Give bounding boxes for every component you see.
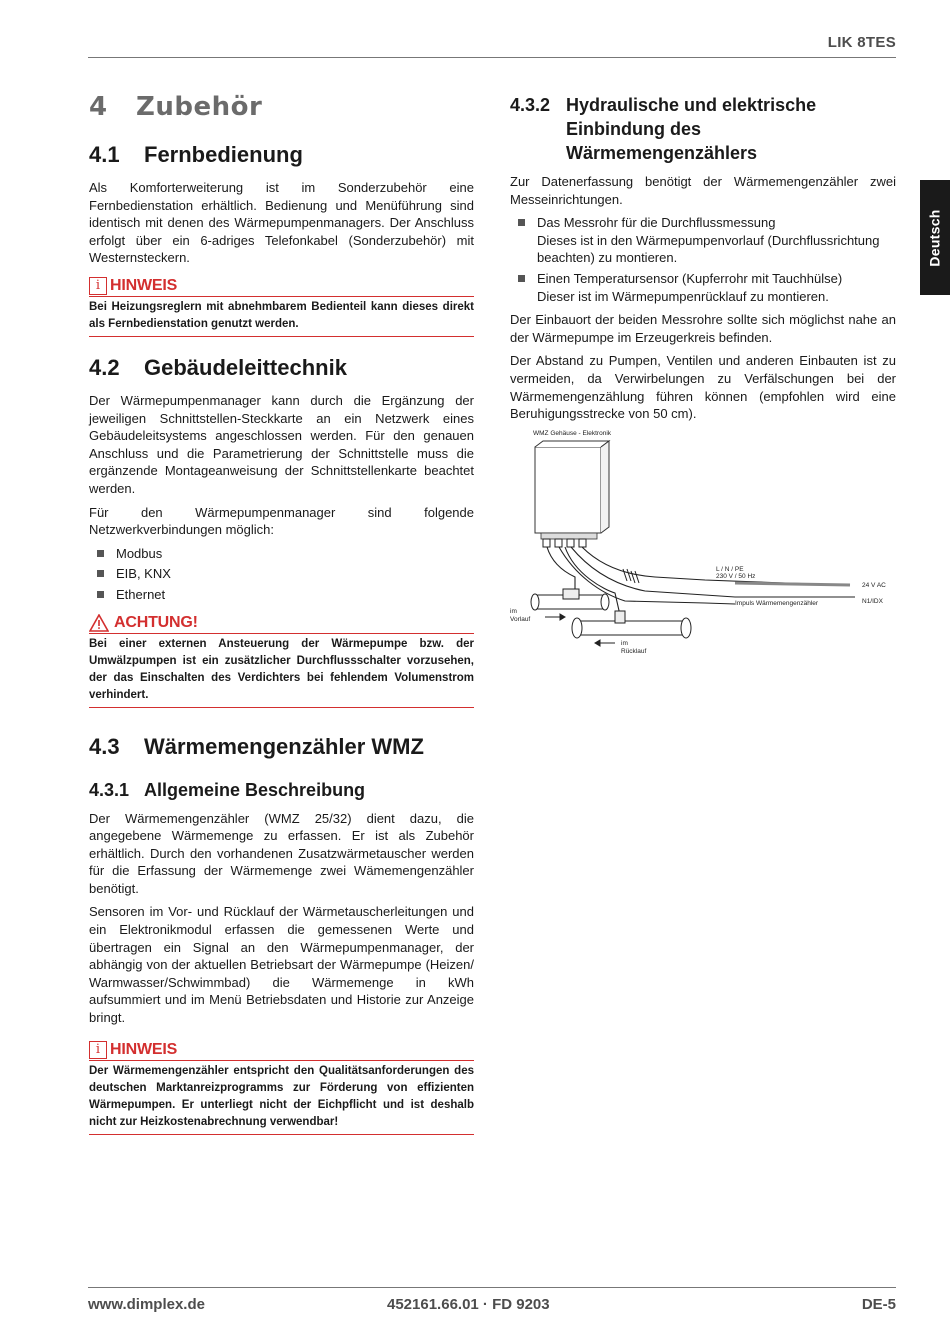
note-box <box>89 1041 474 1135</box>
section-number: 4.2 <box>89 354 120 380</box>
cable-glands <box>543 539 586 547</box>
electronics-housing <box>535 441 609 539</box>
language-tab <box>920 180 950 295</box>
note-header <box>89 1041 474 1061</box>
note-text: Der Wärmemengenzähler entspricht den Qualitätsanforderungen des deutschen Marktanreizprogramms zur Förderung von effizienten Wärmepumpen. Er unterliegt nicht der Eichpflicht und ist deshalb nicht zur Heizkostenabrechnung verwendbar! <box>89 1061 474 1135</box>
list-item <box>510 270 896 305</box>
section-4-3-heading <box>89 734 474 760</box>
flow-meter-pipe <box>531 589 609 610</box>
section-number: 4.1 <box>89 142 120 167</box>
n1-idx-label: N1/IDX <box>862 598 883 605</box>
cable-break-marks <box>623 569 639 583</box>
footer-page-number: DE-5 <box>861 1296 896 1313</box>
return-label-2: Rücklauf <box>621 648 647 655</box>
subsection-4-3-2 <box>510 93 896 423</box>
paragraph: Sensoren im Vor- und Rücklauf der Wärmetauscherleitungen und ein Elektronikmodul erfassen die gemessenen Werte und übertragen ein Signal an den Wärmepumpenmanager, der abhängig von der aktuellen Betriebsart der Wärmepumpe (Heizen/ Warmwasser/Schwimmbad) die Wärmemenge in kWh aufsummiert und im Menü Betriebsdaten und Historie zur Anzeige bringt. <box>89 904 474 1026</box>
footer-divider <box>88 1287 896 1288</box>
footer-website: www.dimplex.de <box>88 1296 205 1313</box>
subsection-title-line: Einbindung des <box>566 119 701 139</box>
power-label-1: L / N / PE <box>716 566 744 573</box>
header-divider <box>88 57 896 58</box>
paragraph: Zur Datenerfassung benötigt der Wärmemengenzähler zwei Messeinrichtungen. <box>510 174 896 207</box>
list-item-sub: Dieses ist in den Wärmepumpenvorlauf (Durchflussrichtung beachten) zu montieren. <box>537 232 880 266</box>
supply-label-1: im <box>510 608 517 615</box>
list-item: EIB, KNX <box>89 565 474 583</box>
info-icon: i <box>89 277 107 295</box>
warning-title: ACHTUNG! <box>114 613 198 631</box>
chapter-number: 4 <box>89 92 108 122</box>
return-pipe <box>572 611 691 638</box>
network-list <box>89 545 474 604</box>
info-icon: i <box>89 1041 107 1059</box>
subsection-4-3-2-heading <box>510 93 896 173</box>
list-item-main: Einen Temperatursensor (Kupferrohr mit Tauchhülse) <box>537 270 843 286</box>
voltage-24v-label: 24 V AC <box>862 582 886 589</box>
paragraph: Der Wärmepumpenmanager kann durch die Ergänzung der jeweiligen Schnittstellen-Steckkarte an ein Netzwerk eines Gebäudeleitsystems angeschlossen werden. Für den genauen Anschluss und die Parametrierung der Schnittstelle muss die ergänzende Montageanweisung der Schnittstellenkarte beachtet werden. <box>89 392 474 496</box>
supply-label-2: Vorlauf <box>510 616 531 623</box>
subsection-4-3-1-heading <box>89 778 474 802</box>
note-box <box>89 277 474 337</box>
section-4-3 <box>89 734 474 1135</box>
device-list <box>510 214 896 305</box>
language-tab-label: Deutsch <box>927 208 943 267</box>
note-header <box>89 277 474 297</box>
wmz-installation-diagram <box>505 425 897 665</box>
warning-text: Bei einer externen Ansteuerung der Wärmepumpe bzw. der Umwälzpumpen ist ein zusätzlicher Durchflussschalter vorzusehen, der das Einschalten des Verdichters bei fehlendem Volumenstrom verhindert. <box>89 634 474 708</box>
paragraph: Der Wärmemengenzähler (WMZ 25/32) dient dazu, die angegebene Wärmemenge zu erfassen. Er ist als Zubehör erhältlich. Durch den vorhandenen Zusatzwärmetauscher werden für die Erfassung der Wärmemenge zwei Wämemengenzähler benötigt. <box>89 810 474 896</box>
chapter-heading <box>89 92 474 122</box>
list-item <box>510 214 896 267</box>
subsection-number: 4.3.1 <box>89 779 130 800</box>
subsection-number: 4.3.2 <box>510 95 551 115</box>
subsection-title <box>566 93 816 165</box>
warning-header <box>89 614 474 634</box>
note-title: HINWEIS <box>110 1040 178 1058</box>
power-label-2: 230 V / 50 Hz <box>716 573 756 580</box>
warning-box <box>89 614 474 708</box>
paragraph: Der Einbauort der beiden Messrohre sollte sich möglichst nahe an der Wärmepumpe im Erzeugerkreis befinden. <box>510 312 896 345</box>
subsection-title: Allgemeine Beschreibung <box>144 779 366 800</box>
note-text: Bei Heizungsreglern mit abnehmbarem Bedienteil kann dieses direkt als Fernbedienstation genutzt werden. <box>89 297 474 337</box>
section-4-1 <box>89 142 474 337</box>
section-4-1-heading <box>89 142 474 168</box>
section-4-2 <box>89 355 474 708</box>
section-title: Wärmemengenzähler WMZ <box>144 733 424 759</box>
left-column <box>89 92 474 1153</box>
impulse-label: Impuls Wärmemengenzähler <box>735 600 819 607</box>
housing-label: WMZ Gehäuse - Elektronik <box>533 430 612 437</box>
chapter-title: Zubehör <box>136 92 263 122</box>
note-title: HINWEIS <box>110 276 178 294</box>
section-title: Gebäudeleittechnik <box>144 354 347 380</box>
paragraph: Der Abstand zu Pumpen, Ventilen und anderen Einbauten ist zu vermeiden, da Verwirbelungen zu Verfälschungen bei der Wärmemengenzählung führen können (empfohlen wird eine Beruhigungsstrecke von 50 cm). <box>510 353 896 422</box>
right-column <box>510 93 896 429</box>
list-item-main: Das Messrohr für die Durchflussmessung <box>537 215 776 231</box>
section-title: Fernbedienung <box>144 142 303 167</box>
list-item-sub: Dieser ist im Wärmepumpenrücklauf zu montieren. <box>537 288 829 304</box>
return-label-1: im <box>621 640 628 647</box>
footer-doc-number: 452161.66.01 · FD 9203 <box>387 1296 550 1313</box>
list-item: Ethernet <box>89 586 474 604</box>
paragraph: Als Komforterweiterung ist im Sonderzubehör eine Fernbedienstation erhältlich. Bedienung und Menüführung sind identisch mit denen des Wärmepumpenmanagers. Der Anschluss erfolgt über ein 6-adriges Telefonkabel (Sonderzubehör) mit Westernsteckern. <box>89 180 474 266</box>
section-4-2-heading <box>89 355 474 381</box>
subsection-title-line: Wärmemengenzählers <box>566 143 758 163</box>
subsection-title-line: Hydraulische und elektrische <box>566 95 817 115</box>
paragraph: Für den Wärmepumpenmanager sind folgende Netzwerkverbindungen möglich: <box>89 504 474 538</box>
list-item: Modbus <box>89 545 474 563</box>
document-model-title: LIK 8TES <box>827 34 896 51</box>
warning-triangle-icon <box>89 614 109 632</box>
section-number: 4.3 <box>89 733 120 759</box>
